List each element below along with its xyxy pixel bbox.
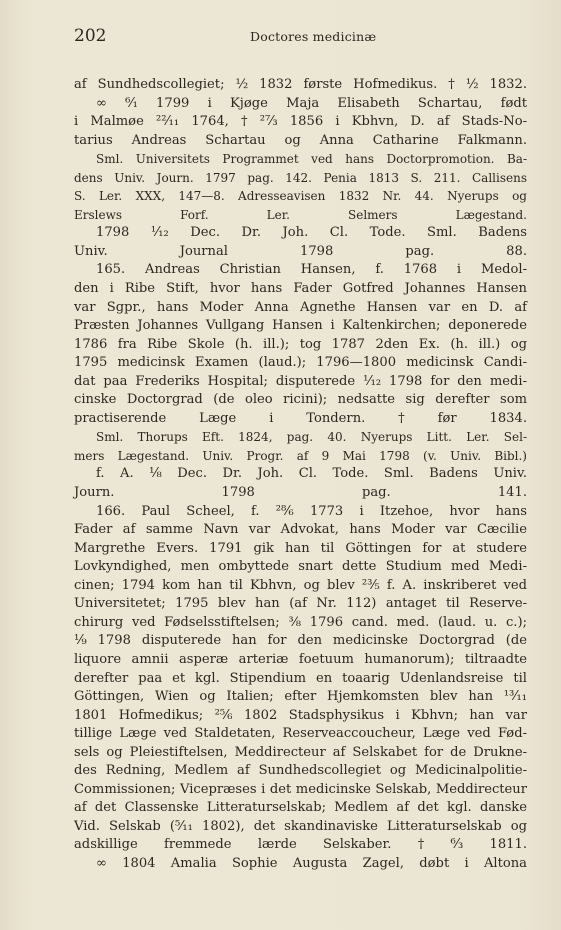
text-line: af det Classenske Litteraturselskab; Medlem af det kgl. danske <box>74 800 527 816</box>
text-line: 1795 medicinsk Examen (laud.); 1796—1800 medicinsk Candi- <box>74 355 527 371</box>
text-line: af Sundhedscollegiet; ½ 1832 første Hofmedikus. † ½ 1832. <box>74 77 527 92</box>
text-line: Margrethe Evers. 1791 gik han til Göttingen for at studere <box>74 540 527 556</box>
text-line: var Sgpr., hans Moder Anna Agnethe Hansen var en D. af <box>74 299 527 315</box>
text-line: practiserende Læge i Tondern. † før 1834. <box>74 410 527 426</box>
text-line: cinske Doctorgrad (de oleo ricini); nedsatte sig derefter som <box>74 392 527 408</box>
running-head: Doctores medicinæ <box>250 29 377 44</box>
text-line: ∞ 1804 Amalia Sophie Augusta Zagel, døbt i Altona <box>96 855 527 871</box>
text-line: i Malmøe ²²⁄₁₁ 1764, † ²⁷⁄₃ 1856 i Kbhvn, D. af Stads-No- <box>74 114 527 130</box>
text-line: ⅑ 1798 disputerede han for den medicinske Doctorgrad (de <box>74 633 527 649</box>
body-text <box>74 76 527 874</box>
text-line: mers Lægestand. Univ. Progr. af 9 Mai 1798 (v. Univ. Bibl.) <box>74 448 527 463</box>
text-line: tarius Andreas Schartau og Anna Catharine Falkmann. <box>74 132 527 148</box>
text-line: Sml. Thorups Eft. 1824, pag. 40. Nyerups Litt. Ler. Sel- <box>96 430 527 445</box>
text-line: dens Univ. Journ. 1797 pag. 142. Penia 1813 S. 211. Callisens <box>74 170 527 185</box>
text-line: dat paa Frederiks Hospital; disputerede ¹⁄₁₂ 1798 for den medi- <box>74 373 527 389</box>
text-line: 166. Paul Scheel, f. ²⁸⁄₆ 1773 i Itzehoe, hvor hans <box>96 503 527 519</box>
text-line: 1798 ¹⁄₁₂ Dec. Dr. Joh. Cl. Tode. Sml. Badens <box>96 225 527 241</box>
text-line: adskillige fremmede lærde Selskaber. † ⁶⁄₃ 1811. <box>74 837 527 853</box>
text-line: Lovkyndighed, men ombyttede snart dette Studium med Medi- <box>74 559 527 575</box>
text-line: sels og Pleiestiftelsen, Meddirecteur af Selskabet for de Drukne- <box>74 744 527 760</box>
page-number: 202 <box>74 26 107 46</box>
text-line: des Redning, Medlem af Sundhedscollegiet og Medicinalpolitie- <box>74 763 527 779</box>
text-line: f. A. ⅛ Dec. Dr. Joh. Cl. Tode. Sml. Badens Univ. <box>96 466 527 482</box>
text-line: Universitetet; 1795 blev han (af Nr. 112) antaget til Reserve- <box>74 596 527 612</box>
text-line: tillige Læge ved Staldetaten, Reserveaccoucheur, Læge ved Fød- <box>74 726 527 742</box>
text-line: 165. Andreas Christian Hansen, f. 1768 i Medol- <box>96 262 527 278</box>
text-line: S. Ler. XXX, 147—8. Adresseavisen 1832 Nr. 44. Nyerups og <box>74 189 527 204</box>
text-line: Commissionen; Vicepræses i det medicinske Selskab, Meddirecteur <box>74 781 527 797</box>
text-line: Univ. Journal 1798 pag. 88. <box>74 243 527 259</box>
text-line: Göttingen, Wien og Italien; efter Hjemkomsten blev han ¹³⁄₁₁ <box>74 689 527 705</box>
text-line: 1801 Hofmedikus; ²⁵⁄₆ 1802 Stadsphysikus i Kbhvn; han var <box>74 707 527 723</box>
page-header <box>74 24 527 54</box>
text-line: Erslews Forf. Ler. Selmers Lægestand. <box>74 207 527 222</box>
text-line: chirurg ved Fødselsstiftelsen; ⅜ 1796 cand. med. (laud. u. c.); <box>74 614 527 630</box>
text-line: cinen; 1794 kom han til Kbhvn, og blev ²³⁄₅ f. A. inskriberet ved <box>74 577 527 593</box>
text-line: derefter paa et kgl. Stipendium en toaarig Udenlandsreise til <box>74 670 527 686</box>
text-line: Fader af samme Navn var Advokat, hans Moder var Cæcilie <box>74 522 527 538</box>
text-line: Vid. Selskab (⁵⁄₁₁ 1802), det skandinaviske Litteraturselskab og <box>74 818 527 834</box>
text-line: Sml. Universitets Programmet ved hans Doctorpromotion. Ba- <box>96 152 527 167</box>
text-line: Præsten Johannes Vullgang Hansen i Kaltenkirchen; deponerede <box>74 318 527 334</box>
text-line: ∞ ⁶⁄₁ 1799 i Kjøge Maja Elisabeth Schartau, født <box>96 95 527 111</box>
text-line: Journ. 1798 pag. 141. <box>74 485 527 501</box>
text-line: den i Ribe Stift, hvor hans Fader Gotfred Johannes Hansen <box>74 281 527 297</box>
text-line: 1786 fra Ribe Skole (h. ill.); tog 1787 2den Ex. (h. ill.) og <box>74 336 527 352</box>
text-line: liquore amnii asperæ arteriæ foetuum humanorum); tiltraadte <box>74 651 527 667</box>
